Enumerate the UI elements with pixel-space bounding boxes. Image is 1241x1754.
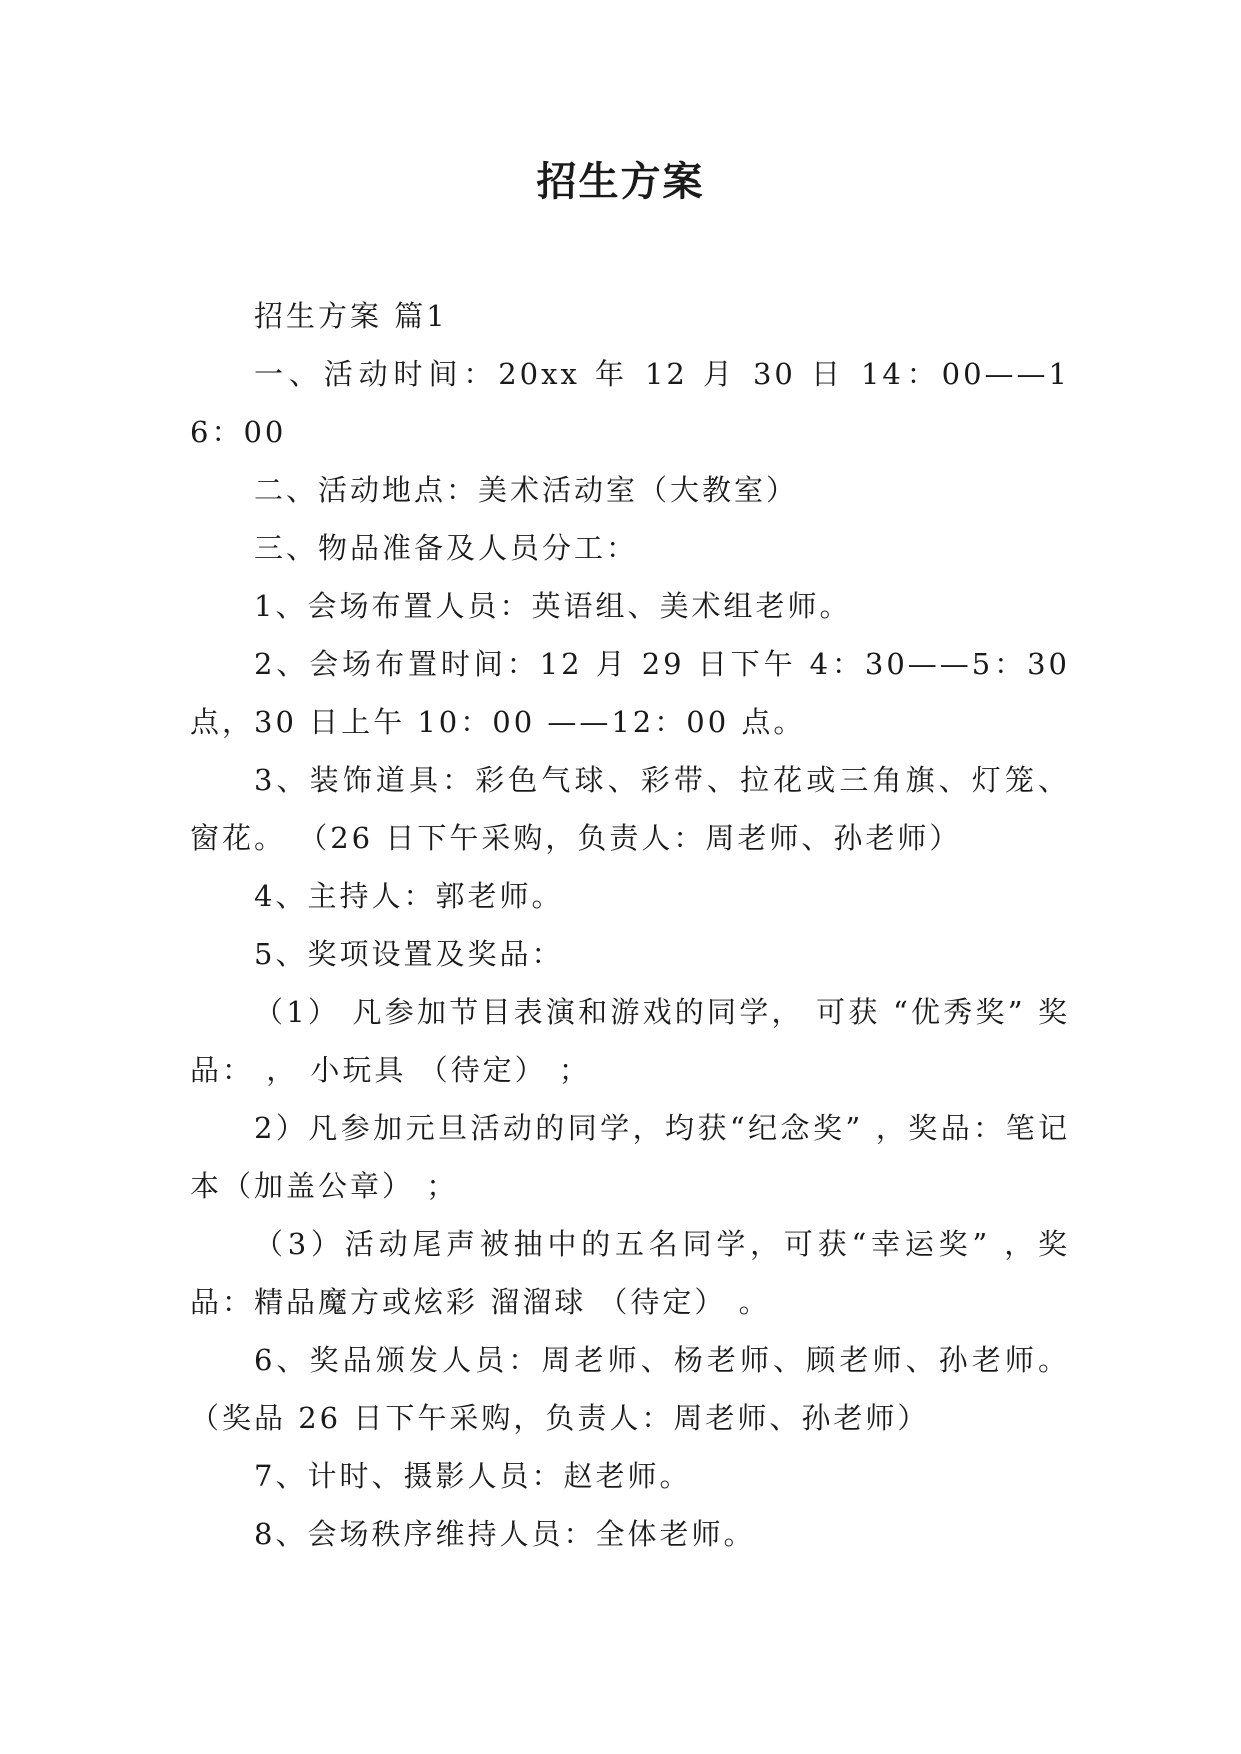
paragraph-item-6: 6、奖品颁发人员：周老师、杨老师、顾老师、孙老师。（奖品 26 日下午采购，负责人：周老师、孙老师）: [190, 1343, 1070, 1435]
paragraph-item-4: 4、主持人：郭老师。: [254, 879, 564, 913]
paragraph-activity-location: 二、活动地点：美术活动室（大教室）: [254, 473, 799, 507]
paragraph-item-8: 8、会场秩序维持人员：全体老师。: [254, 1517, 756, 1551]
document-title: 招生方案: [536, 159, 705, 205]
paragraph-item-3: 3、装饰道具：彩色气球、彩带、拉花或三角旗、灯笼、窗花。 （26 日下午采购，负责人：周老师、孙老师）: [190, 763, 1070, 855]
paragraph-item-7: 7、计时、摄影人员：赵老师。: [254, 1459, 692, 1493]
paragraph-item-5: 5、奖项设置及奖品：: [254, 937, 564, 971]
paragraph-award-2: 2）凡参加元旦活动的同学，均获“纪念奖” ，奖品：笔记本（加盖公章） ；: [190, 1111, 1070, 1203]
paragraph-award-3: （3）活动尾声被抽中的五名同学，可获“幸运奖” ，奖品：精品魔方或炫彩 溜溜球 （待定） 。: [190, 1227, 1070, 1319]
paragraph-item-2: 2、会场布置时间：12 月 29 日下午 4：30——5：30 点，30 日上午 10：00 ——12：00 点。: [190, 647, 1070, 739]
paragraph-activity-time: 一、活动时间：20xx 年 12 月 30 日 14：00——16：00: [190, 357, 1070, 449]
paragraph-preparation: 三、物品准备及人员分工：: [254, 531, 639, 565]
document-body: [190, 287, 1070, 1563]
paragraph-award-1: （1） 凡参加节目表演和游戏的同学， 可获 “优秀奖” 奖品： ， 小玩具 （待定） ；: [190, 995, 1070, 1087]
paragraph-item-1: 1、会场布置人员：英语组、美术组老师。: [254, 589, 852, 623]
section-heading: 招生方案 篇1: [254, 299, 448, 333]
